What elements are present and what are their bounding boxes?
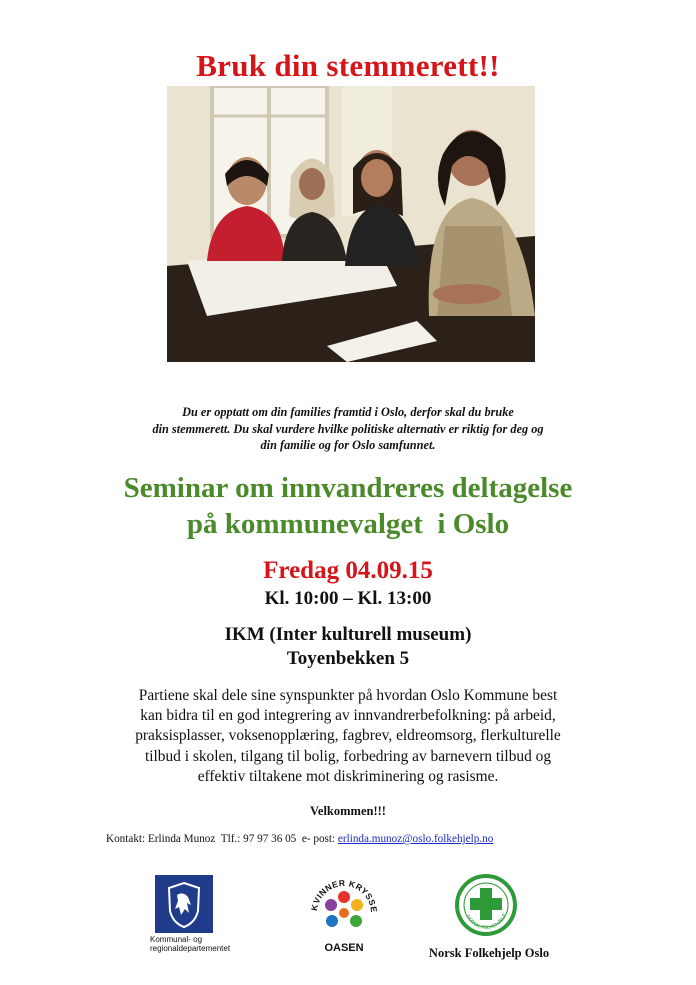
oasen-logo: [305, 873, 383, 957]
norsk-folkehjelp-logo: [455, 874, 517, 936]
event-time: Kl. 10:00 – Kl. 13:00: [264, 588, 432, 609]
nf-ring-text: NORSK FOLKEHJELP: [464, 912, 508, 932]
contact-line: [106, 833, 493, 845]
body-line: tilbud i skolen, tilgang til bolig, forbedring av barnevern tilbud og: [144, 747, 552, 765]
intro-line: Du er opptatt om din families framtid i Oslo, derfor skal du bruke: [182, 405, 514, 419]
intro-line: din familie og for Oslo samfunnet.: [260, 438, 436, 452]
seminar-line: Seminar om innvandreres deltagelse: [123, 472, 573, 504]
contact-text: Kontakt: Erlinda Munoz Tlf.: 97 97 36 05 e- post:: [106, 833, 338, 845]
ministry-logo: [150, 875, 260, 953]
oasen-ring-text: KVINNER KRYSSE: [309, 877, 380, 914]
body-paragraph: [0, 686, 696, 787]
intro-paragraph: [0, 404, 696, 454]
poster-title: Bruk din stemmerett!!: [196, 48, 500, 83]
venue-name: IKM (Inter kulturell museum): [224, 624, 472, 645]
ministry-name-line: regionaldepartementet: [150, 944, 231, 953]
body-line: effektiv tiltakene mot diskriminering og rasisme.: [197, 767, 499, 785]
contact-email-link[interactable]: erlinda.munoz@oslo.folkehjelp.no: [337, 833, 494, 845]
lion-crest-icon: [155, 875, 213, 933]
seminar-heading: [0, 470, 696, 542]
seminar-line: på kommunevalget i Oslo: [186, 508, 510, 540]
oasen-name: OASEN: [324, 942, 364, 954]
ministry-name-line: Kommunal- og: [150, 935, 203, 944]
body-line: praksisplasser, voksenopplæring, fagbrev, eldreomsorg, flerkulturelle: [135, 727, 561, 745]
intro-line: din stemmerett. Du skal vurdere hvilke politiske alternativ er riktig for deg og: [152, 421, 544, 436]
event-venue: [0, 623, 696, 671]
body-line: kan bidra til en god integrering av innvandrerbefolkning: på arbeid,: [140, 707, 556, 725]
norsk-folkehjelp-name: Norsk Folkehjelp Oslo: [428, 946, 550, 960]
venue-address: Toyenbekken 5: [286, 648, 410, 669]
welcome-text: Velkommen!!!: [310, 804, 386, 818]
event-date: Fredag 04.09.15: [263, 557, 433, 584]
group-photo: [167, 86, 535, 362]
body-line: Partiene skal dele sine synspunkter på hvordan Oslo Kommune best: [138, 687, 558, 704]
